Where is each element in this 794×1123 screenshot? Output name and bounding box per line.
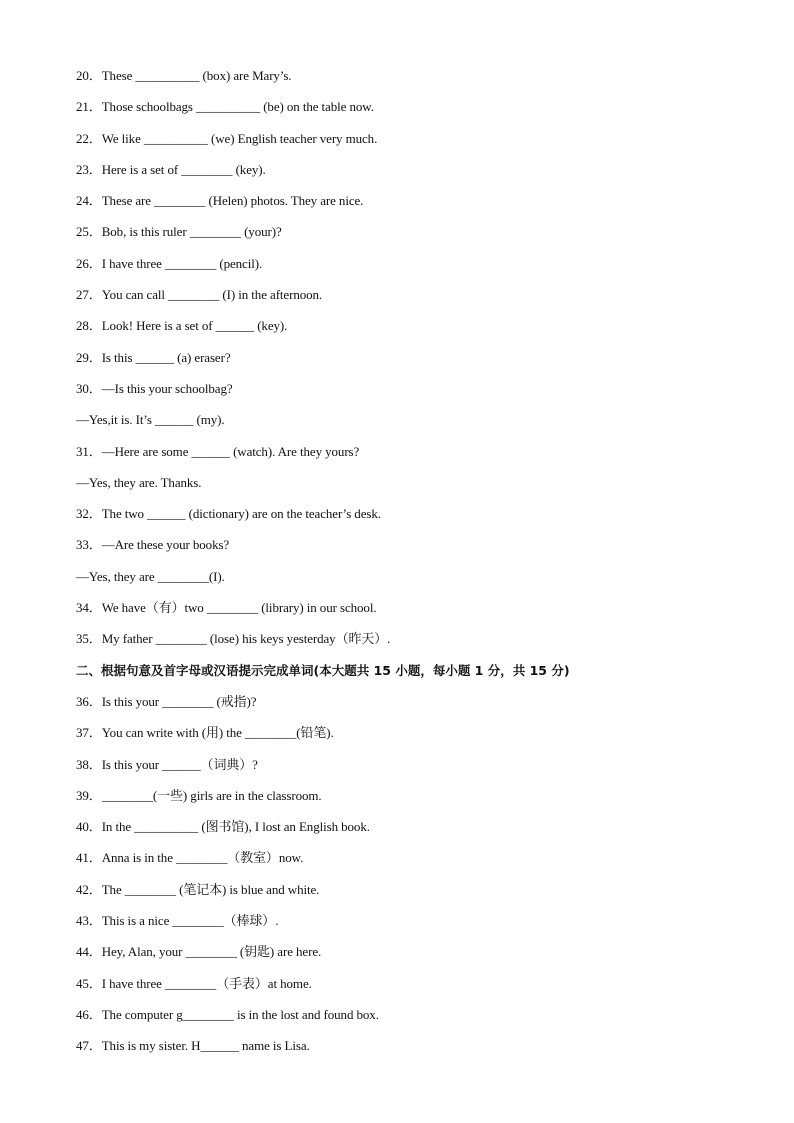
question-30: 30．—Is this your schoolbag? — [76, 380, 233, 396]
question-44: 44．Hey, Alan, your ________ (钥匙) are here. — [76, 944, 322, 960]
answer-31: —Yes, they are. Thanks. — [76, 474, 202, 490]
question-42: 42．The ________ (笔记本) is blue and white. — [76, 881, 320, 897]
answer-30: —Yes,it is. It’s ______ (my). — [76, 412, 225, 428]
question-20: 20．These __________ (box) are Mary’s. — [76, 68, 292, 83]
question-23: 23．Here is a set of ________ (key). — [76, 161, 266, 177]
question-41: 41．Anna is in the ________（教室）now. — [76, 850, 304, 866]
question-29: 29．Is this ______ (a) eraser? — [76, 349, 231, 365]
question-37: 37．You can write with (用) the ________(铅笔). — [76, 725, 334, 741]
exercise-lines — [76, 66, 756, 1068]
question-22: 22．We like __________ (we) English teacher very much. — [76, 130, 378, 146]
question-45: 45．I have three ________（手表）at home. — [76, 975, 312, 991]
question-35: 35．My father ________ (lose) his keys yesterday（昨天）. — [76, 631, 391, 647]
question-38: 38．Is this your ______（词典）? — [76, 756, 258, 772]
question-28: 28．Look! Here is a set of ______ (key). — [76, 318, 288, 334]
question-26: 26．I have three ________ (pencil). — [76, 255, 263, 271]
question-31: 31．—Here are some ______ (watch). Are they yours? — [76, 443, 360, 459]
question-27: 27．You can call ________ (I) in the afternoon. — [76, 287, 323, 303]
question-34: 34．We have（有）two ________ (library) in our school. — [76, 600, 377, 616]
question-32: 32．The two ______ (dictionary) are on the teacher’s desk. — [76, 506, 381, 522]
question-21: 21．Those schoolbags __________ (be) on the table now. — [76, 99, 374, 115]
question-46: 46．The computer g________ is in the lost and found box. — [76, 1006, 379, 1022]
question-40: 40．In the __________ (图书馆), I lost an English book. — [76, 819, 370, 835]
question-25: 25．Bob, is this ruler ________ (your)? — [76, 224, 282, 240]
answer-33: —Yes, they are ________(I). — [76, 568, 225, 584]
question-47: 47．This is my sister. H______ name is Lisa. — [76, 1038, 310, 1054]
section-heading: 二、根据句意及首字母或汉语提示完成单词(本大题共 15 小题，每小题 1 分，共 15 分) — [76, 662, 570, 678]
question-39: 39．________(一些) girls are in the classroom. — [76, 787, 322, 803]
question-24: 24．These are ________ (Helen) photos. They are nice. — [76, 193, 364, 209]
question-36: 36．Is this your ________ (戒指)? — [76, 693, 257, 709]
question-33: 33．—Are these your books? — [76, 537, 230, 553]
question-43: 43．This is a nice ________（棒球）. — [76, 913, 279, 929]
